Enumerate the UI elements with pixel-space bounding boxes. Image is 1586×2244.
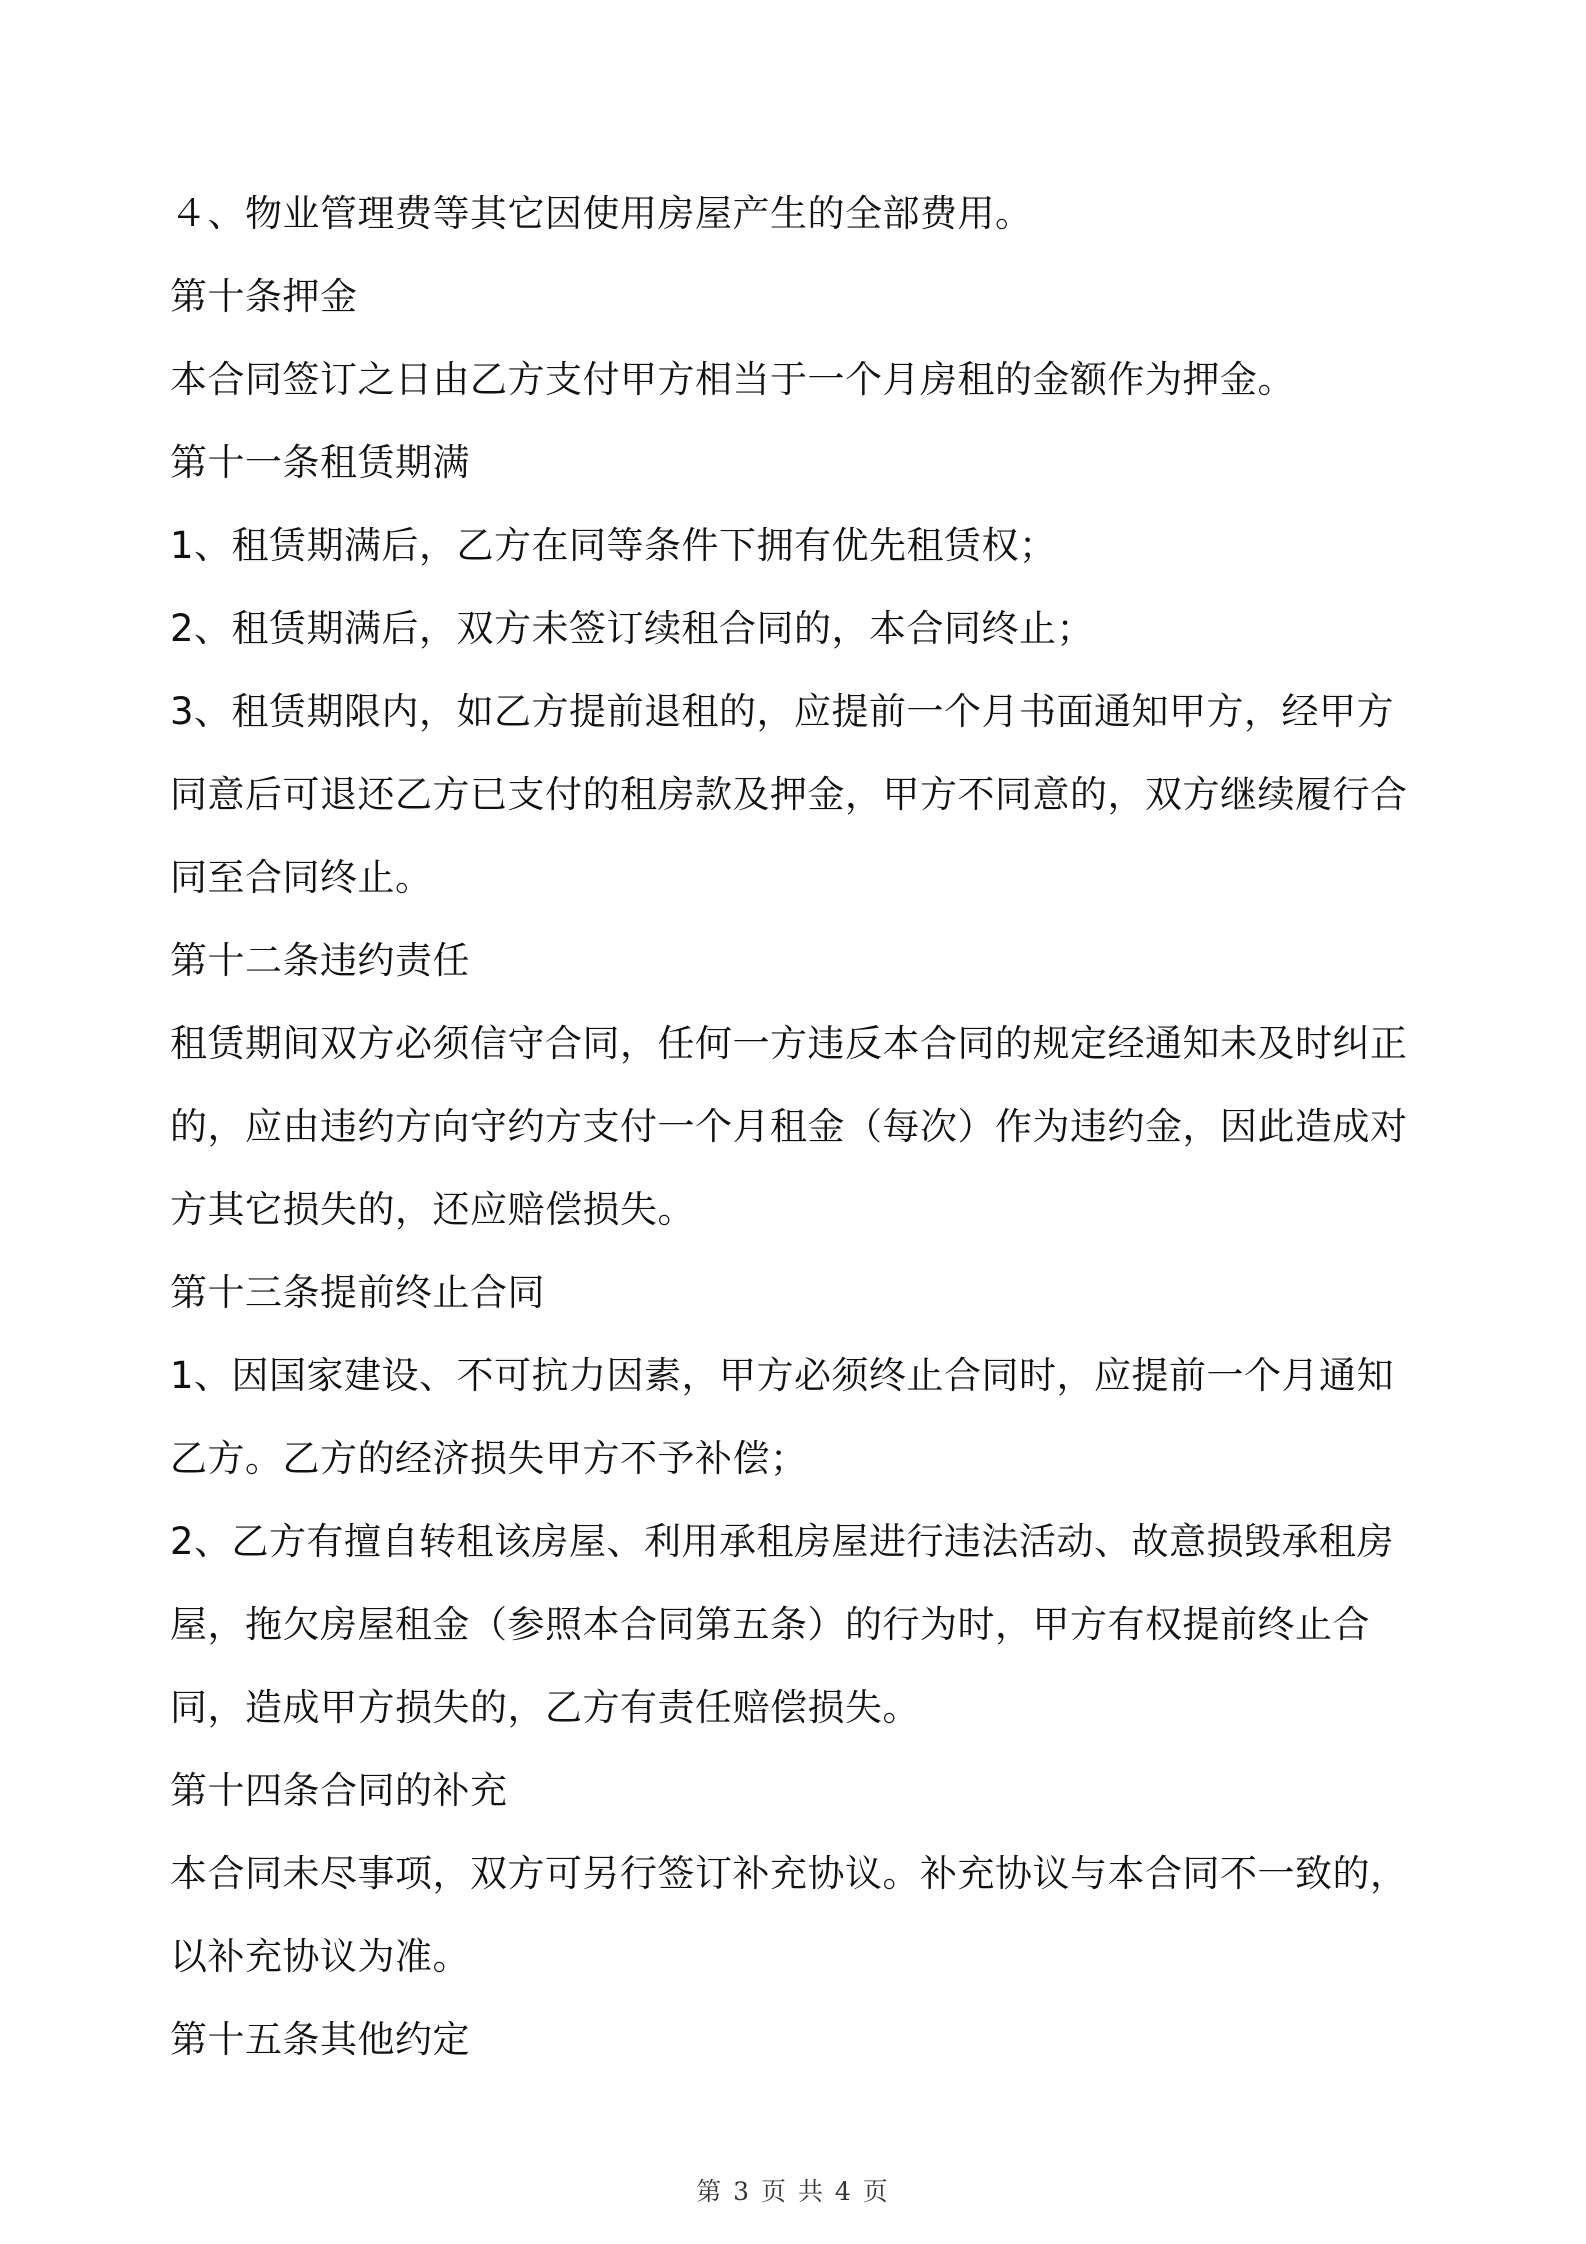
article-14-heading: 第十四条合同的补充 [170, 1769, 508, 1812]
article-15-heading: 第十五条其他约定 [170, 2018, 470, 2061]
article-11-item-1: 1、租赁期满后，乙方在同等条件下拥有优先租赁权； [170, 524, 1057, 567]
article-13-heading: 第十三条提前终止合同 [170, 1271, 545, 1314]
article-11-item-2: 2、租赁期满后，双方未签订续租合同的，本合同终止； [170, 607, 1095, 650]
article-12-text: 租赁期间双方必须信守合同，任何一方违反本合同的规定经通知未及时纠正的，应由违约方向守约方支付一个月租金（每次）作为违约金，因此造成对方其它损失的，还应赔偿损失。 [170, 1022, 1408, 1231]
article-13-item-2: 2、乙方有擅自转租该房屋、利用承租房屋进行违法活动、故意损毁承租房屋，拖欠房屋租金（参照本合同第五条）的行为时，甲方有权提前终止合同，造成甲方损失的，乙方有责任赔偿损失。 [170, 1520, 1395, 1729]
article-10-heading: 第十条押金 [170, 275, 358, 318]
article-14-text: 本合同未尽事项，双方可另行签订补充协议。补充协议与本合同不一致的，以补充协议为准。 [170, 1852, 1408, 1978]
list-item-property-fees: ４、物业管理费等其它因使用房屋产生的全部费用。 [170, 192, 1033, 235]
document-body [170, 172, 1430, 2081]
article-11-heading: 第十一条租赁期满 [170, 441, 470, 484]
page-number-footer: 第 3 页 共 4 页 [696, 2177, 890, 2206]
article-10-text: 本合同签订之日由乙方支付甲方相当于一个月房租的金额作为押金。 [170, 358, 1295, 401]
article-11-item-3: 3、租赁期限内，如乙方提前退租的，应提前一个月书面通知甲方，经甲方同意后可退还乙方已支付的租房款及押金，甲方不同意的，双方继续履行合同至合同终止。 [170, 690, 1408, 899]
article-13-item-1: 1、因国家建设、不可抗力因素，甲方必须终止合同时，应提前一个月通知乙方。乙方的经济损失甲方不予补偿； [170, 1354, 1395, 1480]
article-12-heading: 第十二条违约责任 [170, 939, 470, 982]
